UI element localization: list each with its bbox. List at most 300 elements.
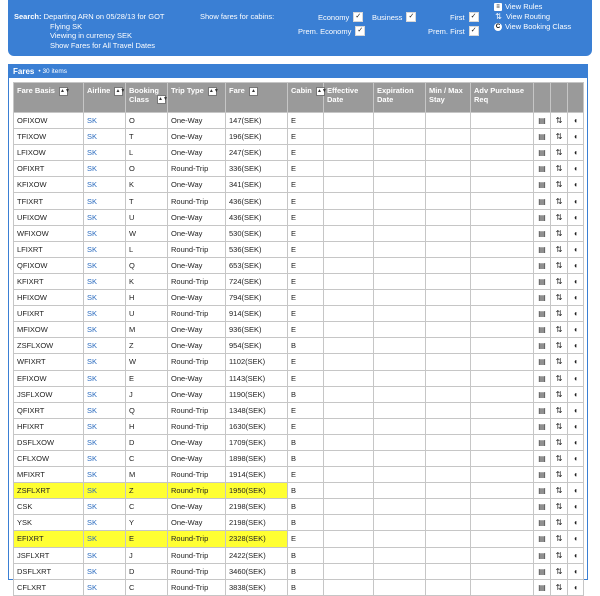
- search-airline: Flying SK: [50, 21, 83, 31]
- col-airline[interactable]: Airline ▲▼: [84, 83, 126, 113]
- col-min-max-stay[interactable]: Min / Max Stay: [426, 83, 471, 113]
- effective-date-cell: [324, 450, 374, 466]
- adv-purchase-cell: [471, 434, 534, 450]
- routing-icon[interactable]: ⇅: [551, 450, 568, 466]
- booking-class-icon[interactable]: ◖: [568, 418, 584, 434]
- rules-icon[interactable]: ▤: [534, 499, 551, 515]
- airline-cell[interactable]: SK: [84, 241, 126, 257]
- rules-icon[interactable]: ▤: [534, 483, 551, 499]
- fare-basis-cell: CSK: [14, 499, 84, 515]
- airline-cell[interactable]: SK: [84, 370, 126, 386]
- rules-icon[interactable]: ▤: [534, 225, 551, 241]
- routing-icon[interactable]: ⇅: [551, 273, 568, 289]
- booking-class-cell: W: [126, 225, 168, 241]
- booking-class-icon[interactable]: ◖: [568, 338, 584, 354]
- adv-purchase-cell: [471, 306, 534, 322]
- min-max-stay-cell: [426, 145, 471, 161]
- col-fare-basis[interactable]: Fare Basis ▲▼: [14, 83, 84, 113]
- booking-class-icon[interactable]: ◖: [568, 273, 584, 289]
- col-cabin[interactable]: Cabin ▲▼: [288, 83, 324, 113]
- adv-purchase-cell: [471, 225, 534, 241]
- airline-cell[interactable]: SK: [84, 386, 126, 402]
- routing-icon[interactable]: ⇅: [551, 402, 568, 418]
- min-max-stay-cell: [426, 338, 471, 354]
- routing-icon[interactable]: ⇅: [551, 483, 568, 499]
- airline-cell[interactable]: SK: [84, 563, 126, 579]
- fare-basis-cell: LFIXOW: [14, 145, 84, 161]
- fare-cell: 336(SEK): [226, 161, 288, 177]
- view-routing-link[interactable]: ⇅ View Routing: [495, 12, 551, 21]
- routing-icon[interactable]: ⇅: [551, 370, 568, 386]
- table-row: [14, 322, 584, 338]
- booking-class-cell: C: [126, 499, 168, 515]
- airline-cell[interactable]: SK: [84, 161, 126, 177]
- fare-cell: 530(SEK): [226, 225, 288, 241]
- cabin-cell: E: [288, 129, 324, 145]
- fare-cell: 1630(SEK): [226, 418, 288, 434]
- airline-cell[interactable]: SK: [84, 113, 126, 129]
- table-row: [14, 515, 584, 531]
- rules-icon[interactable]: ▤: [534, 129, 551, 145]
- adv-purchase-cell: [471, 338, 534, 354]
- col-booking-class[interactable]: Booking Class ▲▼: [126, 83, 168, 113]
- booking-class-icon[interactable]: ◖: [568, 129, 584, 145]
- cabin-cell: E: [288, 402, 324, 418]
- rules-icon[interactable]: ▤: [534, 306, 551, 322]
- routing-icon[interactable]: ⇅: [551, 547, 568, 563]
- trip-type-cell: One-Way: [168, 338, 226, 354]
- sort-icon[interactable]: ▲▼: [158, 96, 168, 102]
- min-max-stay-cell: [426, 499, 471, 515]
- view-booking-class-link[interactable]: C View Booking Class: [495, 22, 572, 31]
- rules-icon[interactable]: ▤: [534, 209, 551, 225]
- fare-basis-cell: MFIXOW: [14, 322, 84, 338]
- booking-class-icon[interactable]: ◖: [568, 579, 584, 595]
- fare-cell: 936(SEK): [226, 322, 288, 338]
- fare-basis-cell: KFIXRT: [14, 273, 84, 289]
- booking-class-icon[interactable]: ◖: [568, 402, 584, 418]
- cabin-cell: B: [288, 450, 324, 466]
- trip-type-cell: One-Way: [168, 225, 226, 241]
- effective-date-cell: [324, 129, 374, 145]
- fares-count: • 30 items: [38, 68, 68, 75]
- booking-class-icon[interactable]: ◖: [568, 531, 584, 547]
- min-max-stay-cell: [426, 418, 471, 434]
- airline-cell[interactable]: SK: [84, 354, 126, 370]
- effective-date-cell: [324, 273, 374, 289]
- min-max-stay-cell: [426, 113, 471, 129]
- expiration-date-cell: [374, 450, 426, 466]
- routing-icon[interactable]: ⇅: [551, 225, 568, 241]
- cabin-first-checkbox[interactable]: ✓: [469, 12, 479, 22]
- fare-cell: 1898(SEK): [226, 450, 288, 466]
- trip-type-cell: Round-Trip: [168, 306, 226, 322]
- trip-type-cell: One-Way: [168, 290, 226, 306]
- fare-basis-cell: TFIXOW: [14, 129, 84, 145]
- rules-icon[interactable]: ▤: [534, 257, 551, 273]
- table-row: [14, 418, 584, 434]
- min-max-stay-cell: [426, 241, 471, 257]
- rules-icon[interactable]: ▤: [534, 547, 551, 563]
- min-max-stay-cell: [426, 563, 471, 579]
- routing-icon[interactable]: ⇅: [551, 177, 568, 193]
- airline-cell[interactable]: SK: [84, 434, 126, 450]
- rules-icon[interactable]: ▤: [534, 322, 551, 338]
- trip-type-cell: One-Way: [168, 499, 226, 515]
- view-rules-link[interactable]: ≡ View Rules: [494, 2, 571, 12]
- col-rules: [534, 83, 551, 113]
- airline-cell[interactable]: SK: [84, 483, 126, 499]
- airline-cell[interactable]: SK: [84, 499, 126, 515]
- min-max-stay-cell: [426, 273, 471, 289]
- airline-cell[interactable]: SK: [84, 547, 126, 563]
- rules-icon[interactable]: ▤: [534, 290, 551, 306]
- effective-date-cell: [324, 257, 374, 273]
- cabin-cell: B: [288, 563, 324, 579]
- adv-purchase-cell: [471, 209, 534, 225]
- sort-icon[interactable]: ▲▼: [60, 87, 70, 94]
- fare-cell: 724(SEK): [226, 273, 288, 289]
- routing-icon[interactable]: ⇅: [551, 161, 568, 177]
- airline-cell[interactable]: SK: [84, 193, 126, 209]
- trip-type-cell: Round-Trip: [168, 241, 226, 257]
- routing-icon[interactable]: ⇅: [551, 129, 568, 145]
- cabin-cell: B: [288, 515, 324, 531]
- effective-date-cell: [324, 547, 374, 563]
- col-trip-type[interactable]: Trip Type ▲▼: [168, 83, 226, 113]
- booking-class-icon[interactable]: ◖: [568, 290, 584, 306]
- cabin-cell: E: [288, 257, 324, 273]
- rules-icon[interactable]: ▤: [534, 338, 551, 354]
- effective-date-cell: [324, 177, 374, 193]
- booking-class-icon[interactable]: ◖: [568, 257, 584, 273]
- effective-date-cell: [324, 354, 374, 370]
- search-currency: Viewing in currency SEK: [50, 31, 132, 40]
- rules-icon[interactable]: ▤: [534, 370, 551, 386]
- min-max-stay-cell: [426, 225, 471, 241]
- airline-cell[interactable]: SK: [84, 225, 126, 241]
- fare-cell: 954(SEK): [226, 338, 288, 354]
- rules-icon[interactable]: ▤: [534, 145, 551, 161]
- fares-panel: [8, 64, 588, 592]
- trip-type-cell: One-Way: [168, 322, 226, 338]
- cabin-economy-checkbox[interactable]: ✓: [353, 12, 363, 22]
- sort-icon[interactable]: ▲▼: [115, 87, 126, 94]
- min-max-stay-cell: [426, 515, 471, 531]
- cabin-cell: E: [288, 306, 324, 322]
- cabin-business-checkbox[interactable]: ✓: [406, 12, 416, 22]
- min-max-stay-cell: [426, 579, 471, 595]
- effective-date-cell: [324, 499, 374, 515]
- booking-class-icon[interactable]: ◖: [568, 467, 584, 483]
- fare-basis-cell: DSFLXRT: [14, 563, 84, 579]
- fare-basis-cell: UFIXRT: [14, 306, 84, 322]
- fare-cell: 3460(SEK): [226, 563, 288, 579]
- airline-cell[interactable]: SK: [84, 450, 126, 466]
- min-max-stay-cell: [426, 290, 471, 306]
- routing-icon[interactable]: ⇅: [551, 499, 568, 515]
- expiration-date-cell: [374, 467, 426, 483]
- cabin-prem-first-checkbox[interactable]: ✓: [469, 26, 479, 36]
- booking-class-icon[interactable]: ◖: [568, 370, 584, 386]
- min-max-stay-cell: [426, 306, 471, 322]
- booking-class-icon[interactable]: ◖: [568, 354, 584, 370]
- airline-cell[interactable]: SK: [84, 209, 126, 225]
- trip-type-cell: Round-Trip: [168, 161, 226, 177]
- min-max-stay-cell: [426, 193, 471, 209]
- airline-cell[interactable]: SK: [84, 418, 126, 434]
- sort-icon[interactable]: ▲▼: [208, 87, 219, 94]
- rules-icon[interactable]: ▤: [534, 241, 551, 257]
- cabin-cell: E: [288, 193, 324, 209]
- min-max-stay-cell: [426, 322, 471, 338]
- rules-icon[interactable]: ▤: [534, 515, 551, 531]
- routing-icon[interactable]: ⇅: [551, 306, 568, 322]
- table-row: [14, 386, 584, 402]
- fare-basis-cell: HFIXRT: [14, 418, 84, 434]
- rules-icon[interactable]: ▤: [534, 531, 551, 547]
- fare-basis-cell: JSFLXOW: [14, 386, 84, 402]
- cabin-prem-economy-checkbox[interactable]: ✓: [355, 26, 365, 36]
- cabin-first: First ✓: [450, 12, 479, 22]
- trip-type-cell: One-Way: [168, 129, 226, 145]
- booking-class-cell: T: [126, 193, 168, 209]
- airline-cell[interactable]: SK: [84, 273, 126, 289]
- routing-icon[interactable]: ⇅: [551, 434, 568, 450]
- booking-class-cell: H: [126, 290, 168, 306]
- col-effective-date[interactable]: Effective Date: [324, 83, 374, 113]
- rules-icon[interactable]: ▤: [534, 579, 551, 595]
- rules-icon[interactable]: ▤: [534, 193, 551, 209]
- effective-date-cell: [324, 338, 374, 354]
- search-label: Search:: [14, 12, 42, 21]
- table-row: [14, 193, 584, 209]
- rules-icon[interactable]: ▤: [534, 450, 551, 466]
- expiration-date-cell: [374, 547, 426, 563]
- airline-cell[interactable]: SK: [84, 257, 126, 273]
- airline-cell[interactable]: SK: [84, 531, 126, 547]
- fare-basis-cell: ZSFLXOW: [14, 338, 84, 354]
- table-row: [14, 450, 584, 466]
- rules-icon[interactable]: ▤: [534, 402, 551, 418]
- search-panel: [8, 0, 592, 56]
- routing-icon[interactable]: ⇅: [551, 209, 568, 225]
- cabin-cell: E: [288, 370, 324, 386]
- routing-icon[interactable]: ⇅: [551, 290, 568, 306]
- table-row: [14, 499, 584, 515]
- adv-purchase-cell: [471, 370, 534, 386]
- adv-purchase-cell: [471, 579, 534, 595]
- rules-icon[interactable]: ▤: [534, 113, 551, 129]
- table-row: [14, 467, 584, 483]
- rules-icon[interactable]: ▤: [534, 563, 551, 579]
- booking-class-cell: O: [126, 113, 168, 129]
- airline-cell[interactable]: SK: [84, 402, 126, 418]
- rules-icon[interactable]: ▤: [534, 177, 551, 193]
- booking-class-icon[interactable]: ◖: [568, 499, 584, 515]
- adv-purchase-cell: [471, 515, 534, 531]
- airline-cell[interactable]: SK: [84, 145, 126, 161]
- effective-date-cell: [324, 579, 374, 595]
- table-row: [14, 402, 584, 418]
- airline-cell[interactable]: SK: [84, 338, 126, 354]
- adv-purchase-cell: [471, 547, 534, 563]
- booking-class-icon[interactable]: ◖: [568, 209, 584, 225]
- booking-class-icon[interactable]: ◖: [568, 563, 584, 579]
- expiration-date-cell: [374, 434, 426, 450]
- fare-cell: 794(SEK): [226, 290, 288, 306]
- effective-date-cell: [324, 193, 374, 209]
- fare-cell: 1143(SEK): [226, 370, 288, 386]
- effective-date-cell: [324, 306, 374, 322]
- min-max-stay-cell: [426, 209, 471, 225]
- rules-icon[interactable]: ▤: [534, 467, 551, 483]
- cabin-economy: Economy ✓: [318, 12, 363, 22]
- cabins-label: Show fares for cabins:: [200, 12, 275, 21]
- routing-icon[interactable]: ⇅: [551, 515, 568, 531]
- booking-class-icon[interactable]: ◖: [568, 306, 584, 322]
- fare-cell: 1709(SEK): [226, 434, 288, 450]
- booking-class-icon[interactable]: ◖: [568, 386, 584, 402]
- table-row: [14, 547, 584, 563]
- fare-basis-cell: OFIXOW: [14, 113, 84, 129]
- routing-icon[interactable]: ⇅: [551, 386, 568, 402]
- airline-cell[interactable]: SK: [84, 515, 126, 531]
- expiration-date-cell: [374, 145, 426, 161]
- sort-icon[interactable]: ▲▼: [316, 87, 327, 94]
- trip-type-cell: Round-Trip: [168, 547, 226, 563]
- airline-cell[interactable]: SK: [84, 290, 126, 306]
- rules-icon[interactable]: ▤: [534, 418, 551, 434]
- fare-basis-cell: QFIXRT: [14, 402, 84, 418]
- trip-type-cell: Round-Trip: [168, 273, 226, 289]
- rules-icon[interactable]: ▤: [534, 161, 551, 177]
- booking-class-icon[interactable]: ◖: [568, 177, 584, 193]
- min-max-stay-cell: [426, 434, 471, 450]
- expiration-date-cell: [374, 161, 426, 177]
- routing-icon[interactable]: ⇅: [551, 467, 568, 483]
- booking-class-cell: J: [126, 547, 168, 563]
- routing-icon[interactable]: ⇅: [551, 322, 568, 338]
- expiration-date-cell: [374, 354, 426, 370]
- airline-cell[interactable]: SK: [84, 129, 126, 145]
- col-fare[interactable]: Fare ▲: [226, 83, 288, 113]
- routing-icon[interactable]: ⇅: [551, 193, 568, 209]
- routing-icon[interactable]: ⇅: [551, 145, 568, 161]
- expiration-date-cell: [374, 483, 426, 499]
- adv-purchase-cell: [471, 193, 534, 209]
- fare-basis-cell: OFIXRT: [14, 161, 84, 177]
- col-adv-purchase[interactable]: Adv Purchase Req: [471, 83, 534, 113]
- fare-cell: 147(SEK): [226, 113, 288, 129]
- routing-icon[interactable]: ⇅: [551, 257, 568, 273]
- routing-icon[interactable]: ⇅: [551, 241, 568, 257]
- adv-purchase-cell: [471, 273, 534, 289]
- airline-cell[interactable]: SK: [84, 579, 126, 595]
- routing-icon[interactable]: ⇅: [551, 338, 568, 354]
- airline-cell[interactable]: SK: [84, 306, 126, 322]
- expiration-date-cell: [374, 113, 426, 129]
- booking-class-cell: L: [126, 145, 168, 161]
- rules-icon[interactable]: ▤: [534, 354, 551, 370]
- fare-basis-cell: EFIXOW: [14, 370, 84, 386]
- routing-icon[interactable]: ⇅: [551, 418, 568, 434]
- routing-icon[interactable]: ⇅: [551, 563, 568, 579]
- trip-type-cell: One-Way: [168, 450, 226, 466]
- fare-basis-cell: WFIXOW: [14, 225, 84, 241]
- expiration-date-cell: [374, 193, 426, 209]
- routing-icon[interactable]: ⇅: [551, 531, 568, 547]
- rules-icon[interactable]: ▤: [534, 273, 551, 289]
- trip-type-cell: Round-Trip: [168, 193, 226, 209]
- booking-class-icon[interactable]: ◖: [568, 193, 584, 209]
- rules-icon[interactable]: ▤: [534, 386, 551, 402]
- expiration-date-cell: [374, 290, 426, 306]
- booking-class-icon[interactable]: ◖: [568, 113, 584, 129]
- table-row: [14, 434, 584, 450]
- min-max-stay-cell: [426, 402, 471, 418]
- booking-class-icon[interactable]: ◖: [568, 322, 584, 338]
- cabin-cell: E: [288, 418, 324, 434]
- booking-class-icon[interactable]: ◖: [568, 145, 584, 161]
- fare-basis-cell: JSFLXRT: [14, 547, 84, 563]
- airline-cell[interactable]: SK: [84, 177, 126, 193]
- table-row: [14, 579, 584, 595]
- booking-class-cell: L: [126, 241, 168, 257]
- routing-icon[interactable]: ⇅: [551, 579, 568, 595]
- booking-class-icon[interactable]: ◖: [568, 225, 584, 241]
- booking-class-icon[interactable]: ◖: [568, 434, 584, 450]
- effective-date-cell: [324, 370, 374, 386]
- fares-title: Fares: [13, 67, 35, 76]
- routing-icon[interactable]: ⇅: [551, 113, 568, 129]
- routing-icon: ⇅: [495, 12, 502, 21]
- fare-basis-cell: EFIXRT: [14, 531, 84, 547]
- booking-class-icon[interactable]: ◖: [568, 547, 584, 563]
- booking-class-cell: U: [126, 306, 168, 322]
- cabin-cell: E: [288, 177, 324, 193]
- rules-icon[interactable]: ▤: [534, 434, 551, 450]
- expiration-date-cell: [374, 273, 426, 289]
- table-row: [14, 113, 584, 129]
- adv-purchase-cell: [471, 450, 534, 466]
- adv-purchase-cell: [471, 241, 534, 257]
- booking-class-icon[interactable]: ◖: [568, 241, 584, 257]
- search-summary: [14, 12, 165, 50]
- booking-class-icon[interactable]: ◖: [568, 515, 584, 531]
- adv-purchase-cell: [471, 177, 534, 193]
- sort-icon[interactable]: ▲: [249, 87, 258, 96]
- airline-cell[interactable]: SK: [84, 467, 126, 483]
- cabin-cell: E: [288, 290, 324, 306]
- expiration-date-cell: [374, 579, 426, 595]
- effective-date-cell: [324, 209, 374, 225]
- col-expiration-date[interactable]: Expiration Date: [374, 83, 426, 113]
- cabin-cell: E: [288, 225, 324, 241]
- booking-class-icon[interactable]: ◖: [568, 450, 584, 466]
- booking-class-cell: M: [126, 467, 168, 483]
- trip-type-cell: One-Way: [168, 370, 226, 386]
- adv-purchase-cell: [471, 563, 534, 579]
- effective-date-cell: [324, 402, 374, 418]
- booking-class-cell: O: [126, 161, 168, 177]
- trip-type-cell: Round-Trip: [168, 531, 226, 547]
- booking-class-icon[interactable]: ◖: [568, 161, 584, 177]
- trip-type-cell: One-Way: [168, 145, 226, 161]
- airline-cell[interactable]: SK: [84, 322, 126, 338]
- booking-class-icon[interactable]: ◖: [568, 483, 584, 499]
- routing-icon[interactable]: ⇅: [551, 354, 568, 370]
